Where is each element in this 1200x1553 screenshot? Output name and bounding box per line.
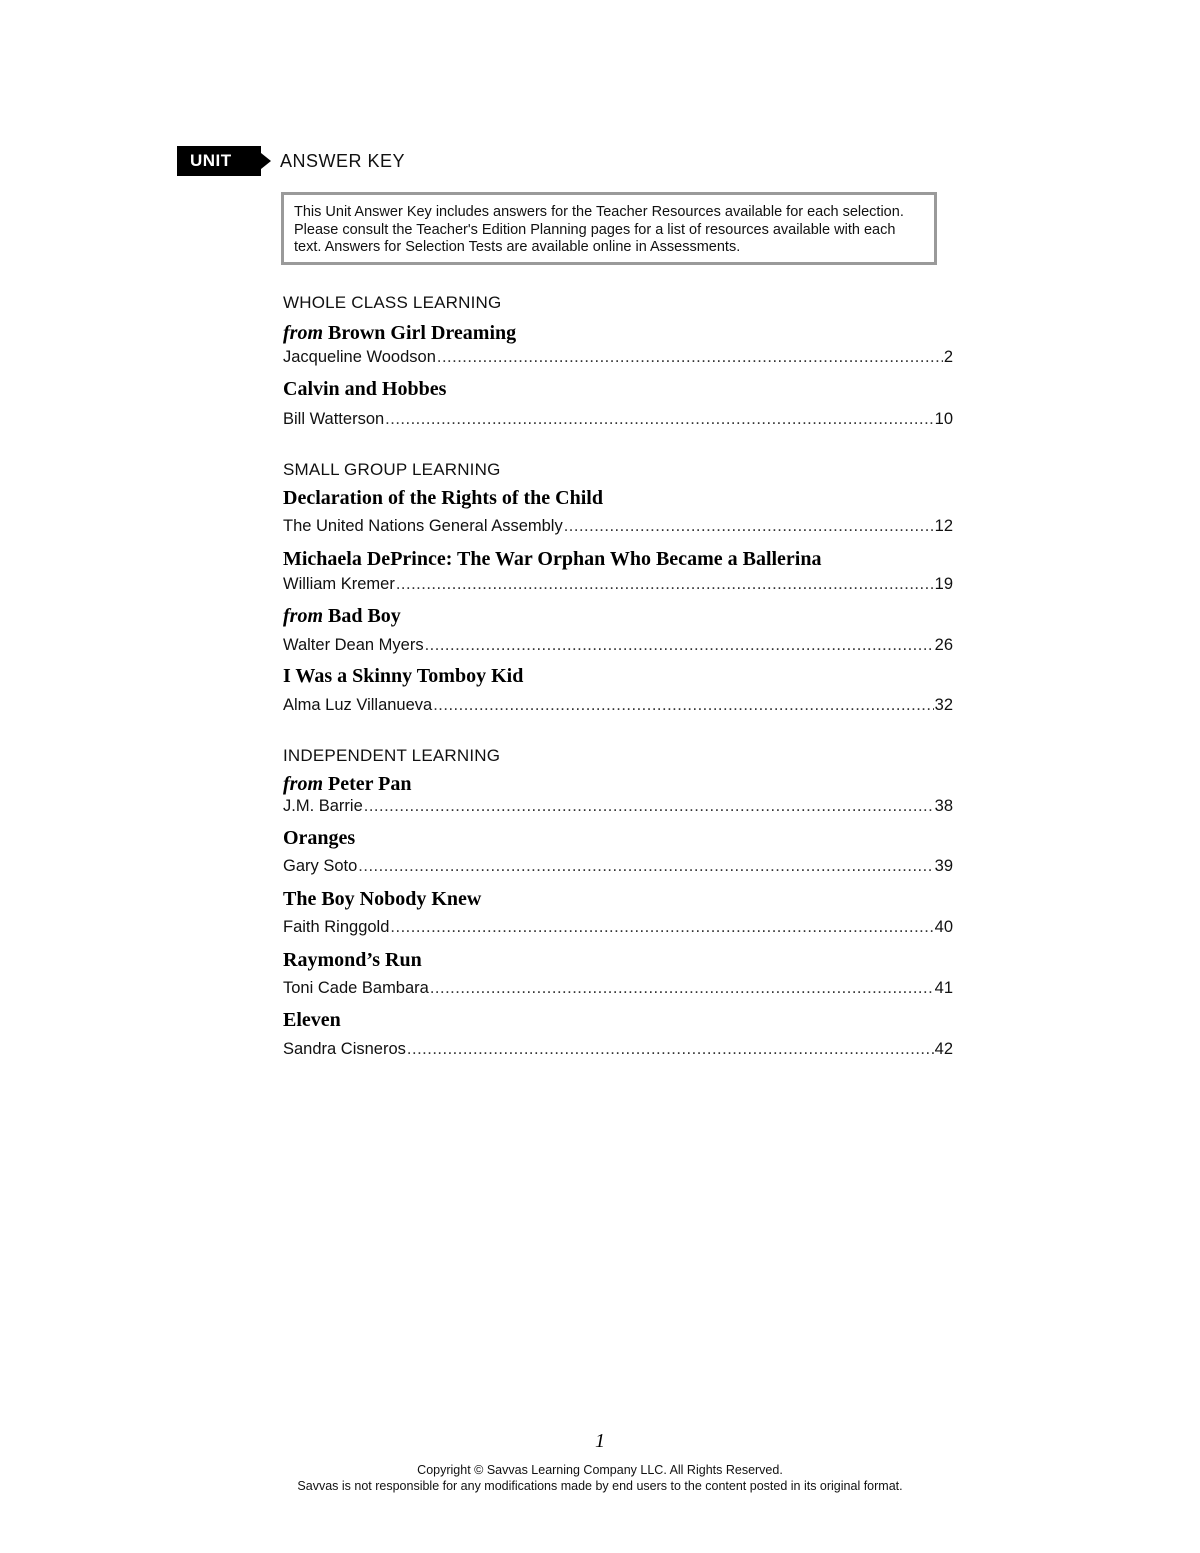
dot-leader	[364, 797, 934, 816]
entry-page: 39	[934, 857, 953, 875]
toc-entry[interactable]	[283, 696, 953, 715]
toc-entry[interactable]	[283, 348, 953, 367]
entry-page: 32	[934, 696, 953, 714]
entry-page: 26	[934, 636, 953, 654]
entry-page: 12	[934, 517, 953, 535]
entry-title-prefix: from	[283, 605, 323, 627]
entry-title	[283, 827, 355, 850]
section-heading: WHOLE CLASS LEARNING	[283, 293, 502, 312]
dot-leader	[396, 575, 934, 594]
footer-copyright: Copyright © Savvas Learning Company LLC. All Rights Reserved.	[417, 1463, 783, 1477]
entry-title	[283, 665, 523, 688]
unit-header	[177, 146, 406, 200]
entry-title-text: Michaela DePrince: The War Orphan Who Became a Ballerina	[283, 548, 822, 570]
entry-title-text: Calvin and Hobbes	[283, 378, 447, 400]
dot-leader	[437, 348, 943, 367]
entry-author: Gary Soto	[283, 857, 358, 875]
toc-entry[interactable]	[283, 636, 953, 655]
entry-author: The United Nations General Assembly	[283, 517, 563, 535]
toc-entry[interactable]	[283, 797, 953, 816]
dot-leader	[433, 696, 933, 715]
entry-author: Faith Ringgold	[283, 918, 390, 936]
dot-leader	[390, 918, 933, 937]
page-title: ANSWER KEY	[280, 150, 406, 171]
dot-leader	[564, 517, 934, 536]
dot-leader	[385, 410, 933, 429]
section-heading: SMALL GROUP LEARNING	[283, 460, 501, 479]
entry-title	[283, 378, 446, 401]
intro-box: This Unit Answer Key includes answers for the Teacher Resources available for each selection. Please consult the Teacher's Edition Planning pages for a list of resources available with each text. Answers for Selection Tests are available online in Assessments.	[281, 192, 937, 265]
entry-page: 40	[934, 918, 953, 936]
unit-badge: UNIT 1	[177, 146, 261, 176]
entry-page: 42	[934, 1040, 953, 1058]
entry-title-text: Bad Boy	[328, 605, 401, 627]
entry-title-text: Raymond’s Run	[283, 949, 422, 971]
entry-title-text: Declaration of the Rights of the Child	[283, 487, 603, 509]
entry-title	[283, 1009, 341, 1032]
dot-leader	[407, 1040, 934, 1059]
entry-title	[283, 773, 412, 796]
page-number: 1	[595, 1430, 605, 1452]
toc-entry[interactable]	[283, 575, 953, 594]
entry-page: 19	[934, 575, 953, 593]
entry-author: Toni Cade Bambara	[283, 979, 429, 997]
toc-entry[interactable]	[283, 517, 953, 536]
dot-leader	[430, 979, 934, 998]
entry-author: William Kremer	[283, 575, 395, 593]
footer-disclaimer: Savvas is not responsible for any modifications made by end users to the content posted in its original format.	[297, 1479, 903, 1493]
entry-title-text: The Boy Nobody Knew	[283, 888, 482, 910]
entry-title-text: Eleven	[283, 1009, 341, 1031]
section-heading: INDEPENDENT LEARNING	[283, 746, 501, 765]
entry-title-text: Oranges	[283, 827, 356, 849]
entry-page: 38	[934, 797, 953, 815]
dot-leader	[425, 636, 934, 655]
entry-author: Walter Dean Myers	[283, 636, 424, 654]
entry-title	[283, 949, 422, 972]
arrow-right-icon	[261, 153, 271, 169]
toc-entry[interactable]	[283, 410, 953, 429]
entry-page: 10	[934, 410, 953, 428]
entry-author: Sandra Cisneros	[283, 1040, 406, 1058]
entry-title	[283, 487, 603, 510]
entry-page: 2	[943, 348, 953, 366]
toc-entry[interactable]	[283, 918, 953, 937]
entry-title-text: I Was a Skinny Tomboy Kid	[283, 665, 524, 687]
entry-title-prefix: from	[283, 773, 323, 795]
entry-title	[283, 322, 516, 345]
toc-entry[interactable]	[283, 857, 953, 876]
entry-page: 41	[934, 979, 953, 997]
entry-author: Jacqueline Woodson	[283, 348, 436, 366]
dot-leader	[358, 857, 933, 876]
entry-author: J.M. Barrie	[283, 797, 363, 815]
entry-title-text: Peter Pan	[328, 773, 412, 795]
entry-title	[283, 548, 822, 571]
entry-title-prefix: from	[283, 322, 323, 344]
entry-author: Bill Watterson	[283, 410, 385, 428]
entry-title	[283, 605, 401, 628]
toc-entry[interactable]	[283, 979, 953, 998]
toc-entry[interactable]	[283, 1040, 953, 1059]
entry-title-text: Brown Girl Dreaming	[328, 322, 517, 344]
entry-author: Alma Luz Villanueva	[283, 696, 433, 714]
entry-title	[283, 888, 481, 911]
